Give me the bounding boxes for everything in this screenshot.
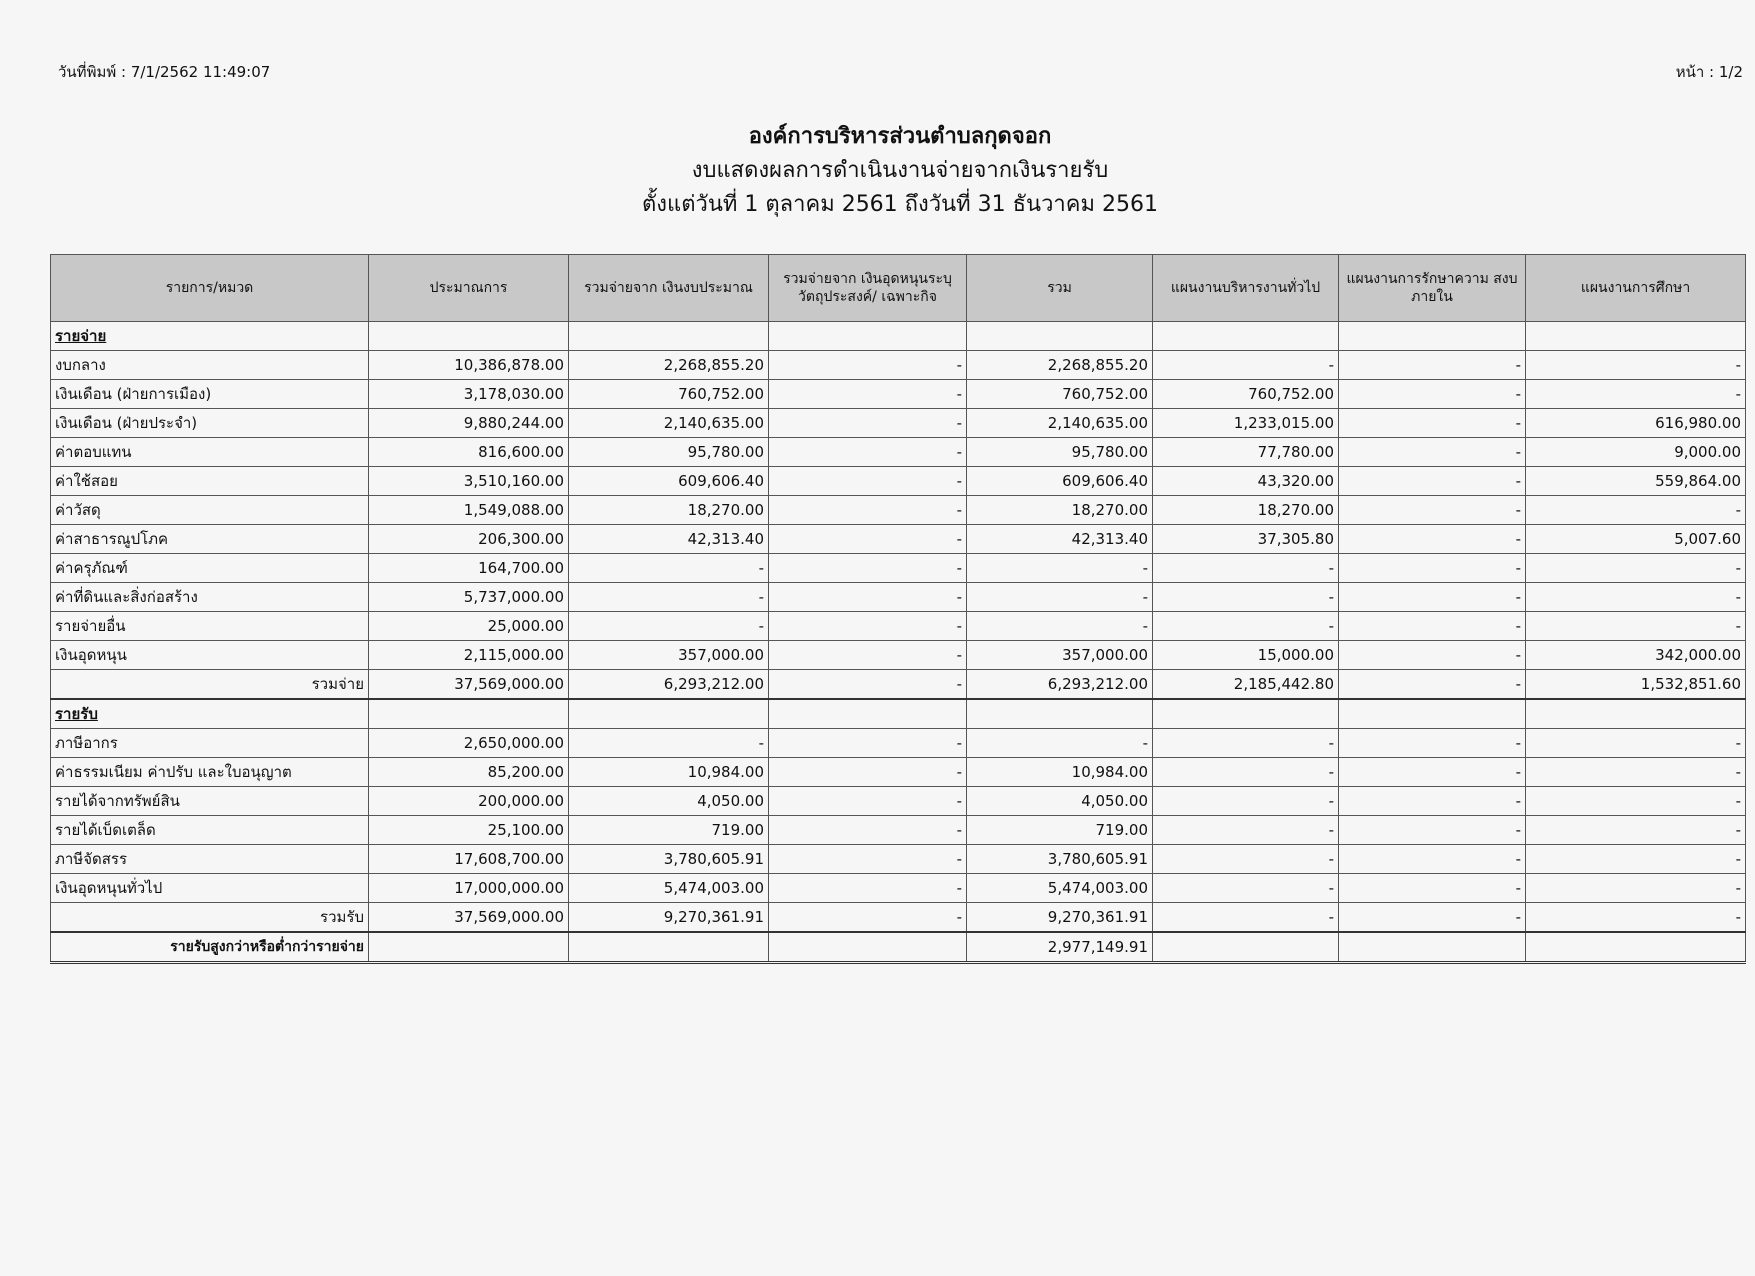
table-cell: 816,600.00 [369,438,569,467]
table-cell: - [1339,816,1526,845]
table-cell: - [1526,758,1746,787]
table-cell: 5,737,000.00 [369,583,569,612]
table-cell: 2,268,855.20 [569,351,769,380]
row-label: ภาษีอากร [51,729,369,758]
table-cell: 5,474,003.00 [967,874,1153,903]
row-label: ค่าครุภัณฑ์ [51,554,369,583]
table-cell: 42,313.40 [967,525,1153,554]
table-cell: - [769,467,967,496]
org-title: องค์การบริหารส่วนตำบลกุดจอก [748,124,1052,149]
table-cell: - [569,583,769,612]
row-label: เงินเดือน (ฝ่ายประจำ) [51,409,369,438]
table-cell: 1,233,015.00 [1153,409,1339,438]
table-cell: - [769,874,967,903]
table-cell: 10,984.00 [967,758,1153,787]
table-row [51,554,1746,583]
table-cell: - [1153,554,1339,583]
table-cell: 17,608,700.00 [369,845,569,874]
table-cell: - [1339,380,1526,409]
row-label: ค่าสาธารณูปโภค [51,525,369,554]
table-cell: - [569,729,769,758]
row-label: ค่าวัสดุ [51,496,369,525]
row-label: ค่าธรรมเนียม ค่าปรับ และใบอนุญาต [51,758,369,787]
table-cell: - [1526,583,1746,612]
table-cell: 1,532,851.60 [1526,670,1746,700]
table-cell: - [1339,525,1526,554]
table-cell: 616,980.00 [1526,409,1746,438]
col-header: แผนงานการรักษาความ สงบภายใน [1339,255,1526,322]
table-cell: - [1339,496,1526,525]
col-header: แผนงานบริหารงานทั่วไป [1153,255,1339,322]
table-cell: 2,268,855.20 [967,351,1153,380]
table-cell [1339,932,1526,963]
table-cell: 95,780.00 [569,438,769,467]
table-cell: - [1153,729,1339,758]
page-number: หน้า : 1/2 [1675,63,1743,81]
table-row [51,583,1746,612]
table-cell: - [769,758,967,787]
table-cell: 10,386,878.00 [369,351,569,380]
table-cell: 2,115,000.00 [369,641,569,670]
table-cell: 3,178,030.00 [369,380,569,409]
table-row [51,874,1746,903]
col-header: แผนงานการศึกษา [1526,255,1746,322]
table-row [51,496,1746,525]
row-label: เงินอุดหนุน [51,641,369,670]
table-row [51,845,1746,874]
table-row [51,787,1746,816]
table-cell: - [1153,351,1339,380]
row-label: เงินอุดหนุนทั่วไป [51,874,369,903]
table-cell: 6,293,212.00 [569,670,769,700]
table-cell [569,932,769,963]
table-cell: - [1339,467,1526,496]
row-label: รายได้จากทรัพย์สิน [51,787,369,816]
table-cell: - [1339,758,1526,787]
table-cell: - [769,641,967,670]
table-cell: 42,313.40 [569,525,769,554]
table-cell: 15,000.00 [1153,641,1339,670]
table-cell: 4,050.00 [967,787,1153,816]
table-cell: - [1339,583,1526,612]
row-label: ค่าที่ดินและสิ่งก่อสร้าง [51,583,369,612]
table-row [51,409,1746,438]
table-cell: - [1339,612,1526,641]
table-cell: - [1526,787,1746,816]
table-cell: 559,864.00 [1526,467,1746,496]
table-cell: - [769,409,967,438]
col-header: รวม [967,255,1153,322]
table-cell: - [1153,612,1339,641]
total-row-expense [51,670,1746,700]
table-cell: - [769,845,967,874]
report-title: งบแสดงผลการดำเนินงานจ่ายจากเงินรายรับ [691,158,1109,183]
table-cell: - [769,670,967,700]
report-period: ตั้งแต่วันที่ 1 ตุลาคม 2561 ถึงวันที่ 31 ธันวาคม 2561 [641,192,1158,217]
table-row [51,816,1746,845]
table-cell: 760,752.00 [1153,380,1339,409]
row-label: รวมจ่าย [51,670,369,700]
row-label: รายจ่ายอื่น [51,612,369,641]
table-cell [769,932,967,963]
table-cell: 4,050.00 [569,787,769,816]
table-cell: 2,977,149.91 [967,932,1153,963]
table-cell: 2,140,635.00 [967,409,1153,438]
table-cell: 18,270.00 [569,496,769,525]
table-row [51,525,1746,554]
table-cell: - [1526,729,1746,758]
table-cell: 1,549,088.00 [369,496,569,525]
table-cell: - [769,729,967,758]
table-cell: - [769,612,967,641]
section-row [51,322,1746,351]
section-label-expense: รายจ่าย [51,322,369,351]
col-header: รายการ/หมวด [51,255,369,322]
table-cell: 18,270.00 [967,496,1153,525]
table-cell: 37,569,000.00 [369,670,569,700]
table-cell: - [1526,845,1746,874]
table-cell: - [1339,874,1526,903]
table-cell: - [769,787,967,816]
table-cell: - [1153,816,1339,845]
table-cell: - [1526,816,1746,845]
table-cell: - [1153,787,1339,816]
table-cell: - [1339,409,1526,438]
table-row [51,641,1746,670]
table-cell: 3,510,160.00 [369,467,569,496]
section-label-income: รายรับ [51,699,369,729]
table-row [51,467,1746,496]
table-cell: 760,752.00 [967,380,1153,409]
col-header: รวมจ่ายจาก เงินอุดหนุนระบุวัตถุประสงค์/ เฉพาะกิจ [769,255,967,322]
table-cell [1526,932,1746,963]
table-cell: - [1339,438,1526,467]
table-cell: - [1339,787,1526,816]
table-cell: 3,780,605.91 [569,845,769,874]
row-label: ค่าตอบแทน [51,438,369,467]
row-label: รวมรับ [51,903,369,933]
table-cell: - [1339,351,1526,380]
table-cell: 2,140,635.00 [569,409,769,438]
print-date: วันที่พิมพ์ : 7/1/2562 11:49:07 [58,63,271,81]
table-cell: - [1526,351,1746,380]
table-cell: - [1153,758,1339,787]
table-cell: - [769,496,967,525]
table-cell: 609,606.40 [967,467,1153,496]
table-cell: 25,000.00 [369,612,569,641]
section-row [51,699,1746,729]
table-cell: - [769,554,967,583]
table-cell: 5,007.60 [1526,525,1746,554]
table-cell: 43,320.00 [1153,467,1339,496]
table-cell: - [967,612,1153,641]
table-cell: - [1526,496,1746,525]
row-label: ค่าใช้สอย [51,467,369,496]
table-cell: 10,984.00 [569,758,769,787]
table-cell: 2,650,000.00 [369,729,569,758]
table-cell: - [769,816,967,845]
table-cell: - [1153,583,1339,612]
table-cell: - [1526,554,1746,583]
table-cell: - [967,554,1153,583]
table-cell: - [769,380,967,409]
table-cell: - [769,583,967,612]
net-row [51,932,1746,963]
table-cell: - [569,612,769,641]
table-cell: 9,270,361.91 [967,903,1153,933]
table-cell: 77,780.00 [1153,438,1339,467]
table-cell: 357,000.00 [967,641,1153,670]
row-label: รายรับสูงกว่าหรือต่ำกว่ารายจ่าย [51,932,369,963]
table-cell: - [1339,670,1526,700]
col-header: รวมจ่ายจาก เงินงบประมาณ [569,255,769,322]
table-row [51,612,1746,641]
report-titles [0,120,1755,222]
table-row [51,351,1746,380]
table-cell: 6,293,212.00 [967,670,1153,700]
table-cell: 760,752.00 [569,380,769,409]
row-label: รายได้เบ็ดเตล็ด [51,816,369,845]
table-cell: 95,780.00 [967,438,1153,467]
table-cell: 9,000.00 [1526,438,1746,467]
table-cell: - [1526,612,1746,641]
table-cell: - [1339,729,1526,758]
table-cell: - [769,351,967,380]
header-row [51,255,1746,322]
table-cell: - [769,525,967,554]
table-cell: 37,569,000.00 [369,903,569,933]
table-cell: - [1153,903,1339,933]
table-cell: 719.00 [967,816,1153,845]
row-label: ภาษีจัดสรร [51,845,369,874]
table-cell: 609,606.40 [569,467,769,496]
table-cell [369,932,569,963]
table-cell: - [1339,845,1526,874]
table-cell: 5,474,003.00 [569,874,769,903]
table-cell: - [967,583,1153,612]
table-cell: - [1153,845,1339,874]
table-cell: 85,200.00 [369,758,569,787]
table-cell: 9,880,244.00 [369,409,569,438]
table-cell: 342,000.00 [1526,641,1746,670]
table-cell: - [967,729,1153,758]
table-cell: 200,000.00 [369,787,569,816]
table-cell: 164,700.00 [369,554,569,583]
table-cell: - [1153,874,1339,903]
table-cell: 25,100.00 [369,816,569,845]
table-cell: 719.00 [569,816,769,845]
table-cell: - [1339,554,1526,583]
table-row [51,438,1746,467]
table-cell: - [569,554,769,583]
report-table [50,254,1746,964]
table-cell: - [1526,903,1746,933]
table-cell [1153,932,1339,963]
table-cell: 2,185,442.80 [1153,670,1339,700]
table-cell: 18,270.00 [1153,496,1339,525]
table-row [51,758,1746,787]
table-cell: 9,270,361.91 [569,903,769,933]
row-label: เงินเดือน (ฝ่ายการเมือง) [51,380,369,409]
table-cell: - [1339,641,1526,670]
table-row [51,729,1746,758]
table-cell: 17,000,000.00 [369,874,569,903]
col-header: ประมาณการ [369,255,569,322]
table-cell: - [1339,903,1526,933]
table-cell: - [769,903,967,933]
total-row-income [51,903,1746,933]
table-cell: - [1526,380,1746,409]
table-cell: 37,305.80 [1153,525,1339,554]
row-label: งบกลาง [51,351,369,380]
table-row [51,380,1746,409]
table-cell: 206,300.00 [369,525,569,554]
table-cell: - [769,438,967,467]
table-cell: 3,780,605.91 [967,845,1153,874]
table-cell: - [1526,874,1746,903]
table-cell: 357,000.00 [569,641,769,670]
